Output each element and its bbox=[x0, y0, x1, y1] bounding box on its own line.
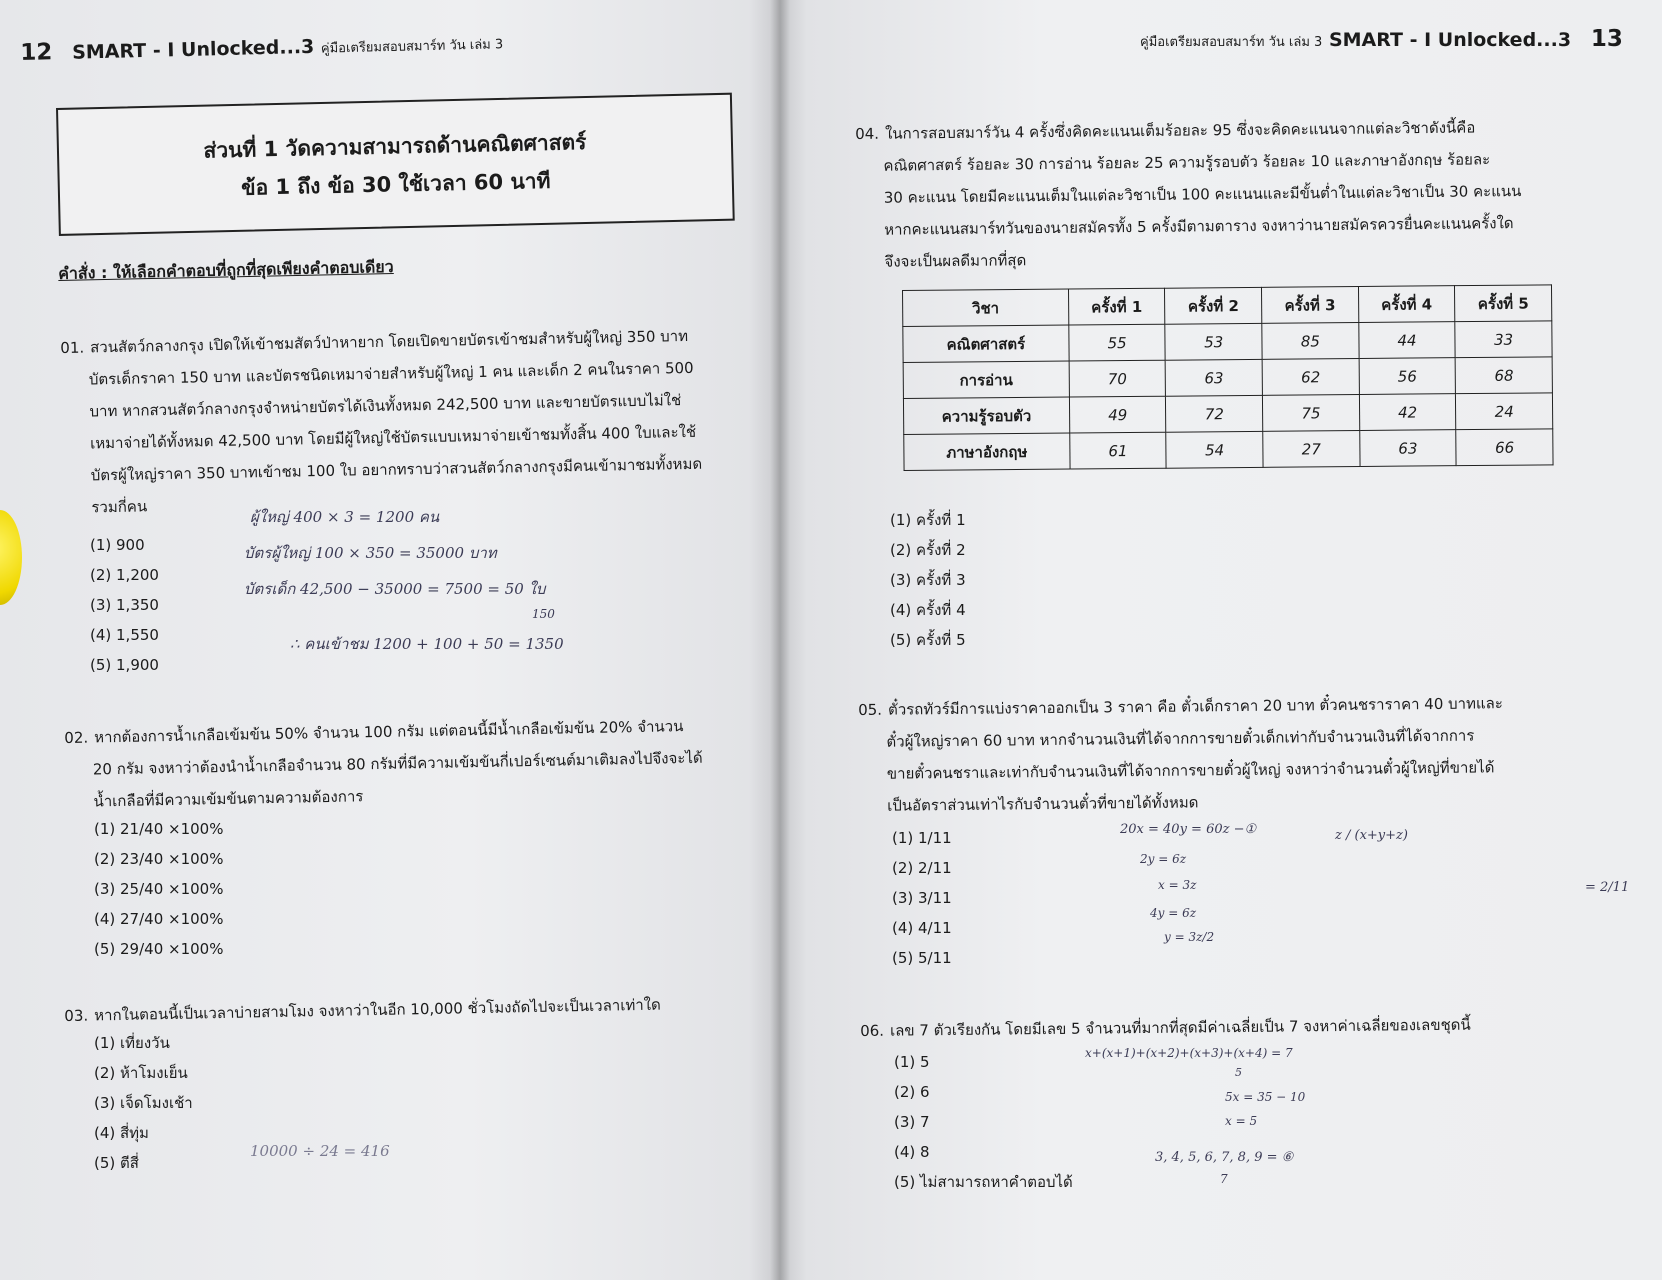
table-header: ครั้งที่ 5 bbox=[1455, 285, 1552, 322]
option[interactable]: (5) ตีสี่ bbox=[94, 1154, 139, 1172]
question-line: ในการสอบสมาร์วัน 4 ครั้งซึ่งคิดคะแนนเต็มร้อยละ 95 ซึ่งจะคิดคะแนนจากแต่ละวิชาดังนี้คือ bbox=[884, 118, 1476, 143]
table-cell: 63 bbox=[1359, 430, 1456, 467]
table-cell: การอ่าน bbox=[903, 361, 1069, 398]
options-06 bbox=[864, 1047, 1073, 1197]
option[interactable]: (5) ครั้งที่ 5 bbox=[890, 631, 966, 649]
table-cell: 75 bbox=[1262, 395, 1359, 432]
header-subtitle: คู่มือเตรียมสอบสมาร์ท วัน เล่ม 3 bbox=[320, 37, 504, 57]
options-03 bbox=[64, 1028, 193, 1178]
left-page-header bbox=[20, 28, 503, 66]
question-04 bbox=[855, 110, 1577, 278]
table-cell: คณิตศาสตร์ bbox=[903, 325, 1069, 362]
option[interactable]: (4) 8 bbox=[894, 1143, 930, 1161]
table-cell: ภาษาอังกฤษ bbox=[904, 433, 1070, 470]
option[interactable]: (3) 1,350 bbox=[90, 596, 159, 614]
table-cell: 72 bbox=[1166, 395, 1263, 432]
option[interactable]: (4) 1,550 bbox=[90, 626, 159, 644]
question-line: คณิตศาสตร์ ร้อยละ 30 การอ่าน ร้อยละ 25 ความรู้รอบตัว ร้อยละ 10 และภาษาอังกฤษ ร้อยละ bbox=[883, 150, 1491, 175]
handwriting: 150 bbox=[532, 607, 555, 621]
question-line: หากต้องการน้ำเกลือเข้มข้น 50% จำนวน 100 กรัม แต่ตอนนี้มีน้ำเกลือเข้มข้น 20% จำนวน bbox=[93, 717, 684, 747]
question-line: หากคะแนนสมาร์ทวันของนายสมัครทั้ง 5 ครั้งมีตามตาราง จงหาว่านายสมัครควรยื่นคะแนนครั้งใด bbox=[884, 214, 1514, 239]
question-line: เป็นอัตราส่วนเท่าไรกับจำนวนตั๋วที่ขายได้ทั้งหมด bbox=[887, 793, 1199, 815]
options-01 bbox=[60, 530, 159, 680]
table-header-row bbox=[903, 285, 1552, 327]
section-box bbox=[56, 93, 735, 236]
question-line: บัตรผู้ใหญ่ราคา 350 บาทเข้าชม 100 ใบ อยากทราบว่าสวนสัตว์กลางกรุงมีคนเข้ามาชมทั้งหมด bbox=[90, 454, 703, 485]
table-cell: 42 bbox=[1359, 394, 1456, 431]
option[interactable]: (2) 6 bbox=[894, 1083, 930, 1101]
handwriting: x+(x+1)+(x+2)+(x+3)+(x+4) = 7 bbox=[1085, 1046, 1293, 1060]
handwriting: 10000 ÷ 24 = 416 bbox=[250, 1142, 390, 1160]
question-03 bbox=[64, 987, 754, 1032]
question-number: 04. bbox=[855, 124, 880, 143]
question-line: จึงจะเป็นผลดีมากที่สุด bbox=[884, 251, 1027, 271]
question-line: ตั๋วรถทัวร์มีการแบ่งราคาออกเป็น 3 ราคา คือ ตั๋วเด็กราคา 20 บาท ตั๋วคนชราราคา 40 บาทและ bbox=[887, 694, 1503, 719]
question-line: 30 คะแนน โดยมีคะแนนเต็มในแต่ละวิชาเป็น 100 คะแนนและมีขั้นต่ำในแต่ละวิชาเป็น 30 คะแนน bbox=[883, 182, 1522, 207]
table-header: ครั้งที่ 1 bbox=[1068, 288, 1165, 325]
question-number: 03. bbox=[64, 1006, 89, 1025]
table-cell: 85 bbox=[1262, 323, 1359, 360]
options-05 bbox=[862, 823, 952, 973]
option[interactable]: (4) สี่ทุ่ม bbox=[94, 1124, 149, 1142]
table-header: วิชา bbox=[903, 289, 1069, 326]
question-02 bbox=[64, 709, 746, 818]
book-gutter bbox=[770, 0, 790, 1280]
question-line: บาท หากสวนสัตว์กลางกรุงจำหน่ายบัตรได้เงินทั้งหมด 242,500 บาท และขายบัตรแบบไม่ใช่ bbox=[89, 391, 682, 421]
right-page-header bbox=[1140, 26, 1623, 52]
option[interactable]: (3) 25/40 ×100% bbox=[94, 880, 224, 898]
table-cell: 70 bbox=[1069, 360, 1166, 397]
table-cell: 66 bbox=[1456, 429, 1553, 466]
header-brand: SMART - I Unlocked...3 bbox=[1328, 29, 1572, 51]
option[interactable]: (1) 900 bbox=[90, 536, 145, 554]
question-number: 02. bbox=[64, 728, 89, 747]
section-time: ข้อ 1 ถึง ข้อ 30 ใช้เวลา 60 นาที bbox=[240, 168, 551, 200]
option[interactable]: (1) 1/11 bbox=[892, 829, 952, 847]
table-row bbox=[903, 321, 1552, 363]
table-row bbox=[903, 393, 1552, 435]
table-row bbox=[904, 429, 1553, 471]
handwriting: 2y = 6z bbox=[1140, 852, 1187, 866]
handwriting: ∴ คนเข้าชม 1200 + 100 + 50 = 1350 bbox=[290, 635, 564, 653]
handwriting: บัตรเด็ก 42,500 − 35000 = 7500 = 50 ใบ bbox=[244, 580, 546, 598]
option[interactable]: (2) 23/40 ×100% bbox=[94, 850, 224, 868]
table-cell: 49 bbox=[1069, 396, 1166, 433]
question-line: หากในตอนนี้เป็นเวลาบ่ายสามโมง จงหาว่าในอีก 10,000 ชั่วโมงถัดไปจะเป็นเวลาเท่าใด bbox=[93, 995, 661, 1025]
handwriting: z / (x+y+z) bbox=[1335, 828, 1408, 843]
option[interactable]: (2) 1,200 bbox=[90, 566, 159, 584]
option[interactable]: (4) ครั้งที่ 4 bbox=[890, 601, 966, 619]
question-number: 05. bbox=[858, 700, 883, 719]
question-line: บัตรเด็กราคา 150 บาท และบัตรชนิดเหมาจ่ายสำหรับผู้ใหญ่ 1 คน และเด็ก 2 คนในราคา 500 bbox=[88, 358, 694, 389]
option[interactable]: (5) 5/11 bbox=[892, 949, 952, 967]
question-line: เลข 7 ตัวเรียงกัน โดยมีเลข 5 จำนวนที่มากที่สุดมีค่าเฉลี่ยเป็น 7 จงหาค่าเฉลี่ยของเลขชุดนี้ bbox=[889, 1015, 1471, 1040]
header-subtitle: คู่มือเตรียมสอบสมาร์ท วัน เล่ม 3 bbox=[1140, 35, 1323, 50]
option[interactable]: (2) ห้าโมงเย็น bbox=[94, 1064, 188, 1082]
table-cell: 63 bbox=[1166, 359, 1263, 396]
handwriting: 5 bbox=[1235, 1066, 1242, 1079]
table-cell: 68 bbox=[1455, 357, 1552, 394]
option[interactable]: (3) ครั้งที่ 3 bbox=[890, 571, 966, 589]
table-cell: 27 bbox=[1263, 431, 1360, 468]
handwriting: 7 bbox=[1220, 1172, 1228, 1186]
table-cell: 24 bbox=[1456, 393, 1553, 430]
header-brand: SMART - I Unlocked...3 bbox=[71, 35, 315, 64]
yellow-clip-icon bbox=[0, 510, 22, 605]
option[interactable]: (1) เที่ยงวัน bbox=[94, 1034, 170, 1052]
instruction: คำสั่ง : ให้เลือกคำตอบที่ถูกที่สุดเพียงคำตอบเดียว bbox=[58, 256, 394, 283]
page-number: 13 bbox=[1590, 26, 1623, 52]
question-05 bbox=[858, 686, 1579, 822]
table-cell: 54 bbox=[1166, 431, 1263, 468]
question-number: 01. bbox=[60, 338, 85, 357]
option[interactable]: (1) ครั้งที่ 1 bbox=[890, 511, 966, 529]
handwriting: y = 3z/2 bbox=[1164, 930, 1215, 944]
handwriting: 4y = 6z bbox=[1150, 906, 1197, 920]
option[interactable]: (3) 7 bbox=[894, 1113, 930, 1131]
option[interactable]: (5) ไม่สามารถหาคำตอบได้ bbox=[894, 1173, 1073, 1191]
options-02 bbox=[64, 814, 223, 964]
table-header: ครั้งที่ 4 bbox=[1358, 286, 1455, 323]
option[interactable]: (4) 4/11 bbox=[892, 919, 952, 937]
handwriting: 3, 4, 5, 6, 7, 8, 9 = ⑥ bbox=[1155, 1150, 1294, 1165]
option[interactable]: (4) 27/40 ×100% bbox=[94, 910, 224, 928]
question-line: ขายตั๋วคนชราและเท่ากับจำนวนเงินที่ได้จากการขายตั๋วผู้ใหญ่ จงหาว่าจำนวนตั๋วผู้ใหญ่ที่ขายได้ bbox=[886, 758, 1495, 783]
page-number: 12 bbox=[20, 39, 53, 66]
option[interactable]: (1) 5 bbox=[894, 1053, 930, 1071]
question-line: ตั๋วผู้ใหญ่ราคา 60 บาท หากจำนวนเงินที่ได้จากการขายตั๋วเด็กเท่ากับจำนวนเงินที่ได้จากการ bbox=[886, 726, 1475, 751]
table-header: ครั้งที่ 3 bbox=[1262, 287, 1359, 324]
table-cell: 33 bbox=[1455, 321, 1552, 358]
table-cell: 61 bbox=[1070, 432, 1167, 469]
question-line: เหมาจ่ายได้ทั้งหมด 42,500 บาท โดยมีผู้ใหญ่ใช้บัตรแบบเหมาจ่ายเข้าชมทั้งสิ้น 400 ใบและใช้ bbox=[89, 422, 697, 453]
table-cell: 62 bbox=[1262, 359, 1359, 396]
handwriting: x = 3z bbox=[1158, 878, 1197, 892]
left-page bbox=[0, 0, 780, 1280]
question-line: สวนสัตว์กลางกรุง เปิดให้เข้าชมสัตว์ป่าหายาก โดยเปิดขายบัตรเข้าชมสำหรับผู้ใหญ่ 350 บาท bbox=[89, 326, 689, 357]
options-04 bbox=[860, 505, 966, 655]
option[interactable]: (2) 2/11 bbox=[892, 859, 952, 877]
table-cell: 44 bbox=[1359, 322, 1456, 359]
option[interactable]: (5) 1,900 bbox=[90, 656, 159, 674]
handwriting: ผู้ใหญ่ 400 × 3 = 1200 คน bbox=[250, 508, 440, 526]
handwriting: บัตรผู้ใหญ่ 100 × 350 = 35000 บาท bbox=[244, 544, 497, 562]
option[interactable]: (3) เจ็ดโมงเช้า bbox=[94, 1094, 193, 1112]
table-header: ครั้งที่ 2 bbox=[1165, 287, 1262, 324]
section-title: ส่วนที่ 1 วัดความสามารถด้านคณิตศาสตร์ bbox=[203, 129, 587, 163]
question-line: 20 กรัม จงหาว่าต้องนำน้ำเกลือจำนวน 80 กรัมที่มีความเข้มข้นกี่เปอร์เซนต์มาเติมลงไปจึงจะได้ bbox=[92, 748, 703, 779]
option[interactable]: (5) 29/40 ×100% bbox=[94, 940, 224, 958]
option[interactable]: (2) ครั้งที่ 2 bbox=[890, 541, 966, 559]
question-01 bbox=[60, 319, 744, 524]
table-row bbox=[903, 357, 1552, 399]
table-cell: 56 bbox=[1359, 358, 1456, 395]
table-cell: ความรู้รอบตัว bbox=[903, 397, 1069, 434]
table-cell: 55 bbox=[1069, 324, 1166, 361]
handwriting: x = 5 bbox=[1225, 1114, 1258, 1128]
score-table bbox=[902, 284, 1554, 471]
option[interactable]: (3) 3/11 bbox=[892, 889, 952, 907]
table-cell: 53 bbox=[1165, 323, 1262, 360]
handwriting: 5x = 35 − 10 bbox=[1225, 1090, 1306, 1104]
handwriting: 20x = 40y = 60z −① bbox=[1120, 822, 1257, 837]
handwriting: = 2/11 bbox=[1585, 880, 1630, 895]
question-line: น้ำเกลือที่มีความเข้มข้นตามความต้องการ bbox=[93, 787, 364, 811]
question-line: รวมกี่คน bbox=[91, 497, 148, 517]
question-number: 06. bbox=[860, 1021, 885, 1040]
option[interactable]: (1) 21/40 ×100% bbox=[94, 820, 224, 838]
